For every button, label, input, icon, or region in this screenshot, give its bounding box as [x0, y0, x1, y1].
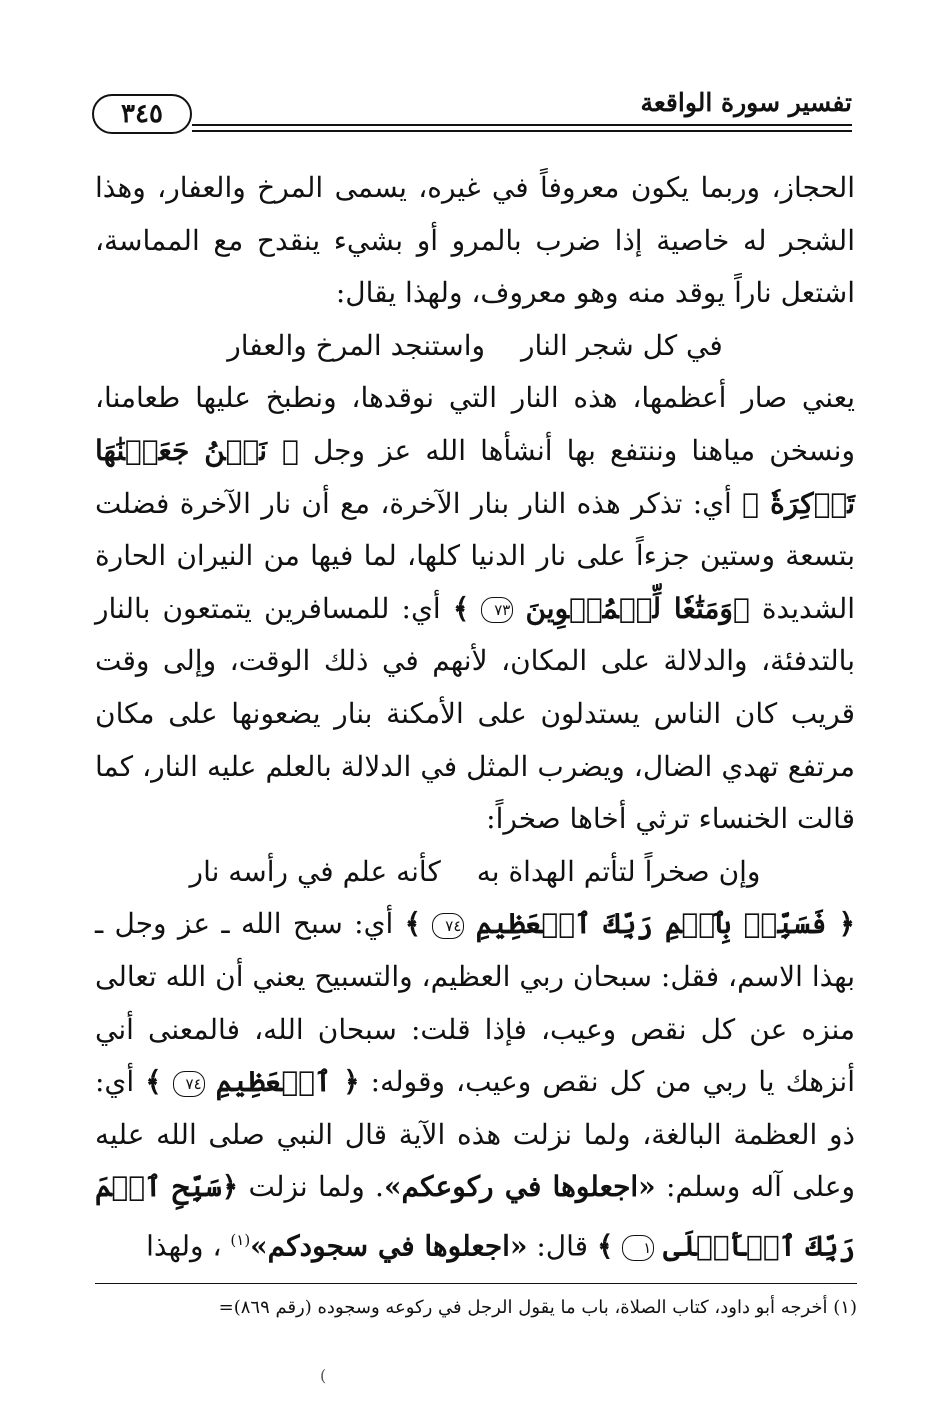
poetry-verse-2: [95, 846, 855, 899]
verse-hemistich-2: كأنه علم في رأسه نار: [189, 854, 441, 888]
hadith-quote: «اجعلوها في سجودكم»: [250, 1229, 528, 1263]
paragraph-1: [95, 162, 855, 320]
ayah-number-marker: ٧٤: [432, 913, 464, 939]
poetry-verse-1: [95, 320, 855, 373]
header-rule: [192, 124, 852, 126]
ayah-number-marker: ٧٣: [481, 597, 513, 623]
paragraph-text: أي: ذو العظمة البالغة، ولما نزلت هذه الآية قال النبي صلى الله عليه وعلى آله وسلم:: [95, 1065, 856, 1204]
paragraph-text: أي: للمسافرين يتمتعون بالنار بالتدفئة، والدلالة على المكان، لأنهم في ذلك الوقت، وإلى وقت قريب كان الناس يستدلون على الأمكنة بنار يضعونها على مكان مرتفع تهدي الضال، ويضرب المثل في الدلالة بالعلم عليه النار، كما قالت الخنساء ترثي أخاها صخراً:: [95, 591, 855, 836]
quran-quote: ﴿ فَسَبِّحۡ بِٱسۡمِ رَبِّكَ ٱلۡعَظِيمِ: [475, 907, 856, 941]
paragraph-3: [95, 898, 855, 1272]
verse-hemistich-1: وإن صخراً لتأتم الهداة به: [476, 854, 761, 888]
quran-quote: ﴿ نَحۡنُ جَعَلۡنَٰهَا تَذۡكِرَةٗ ﴾: [95, 433, 855, 520]
hadith-quote: «اجعلوها في ركوعكم»: [383, 1170, 656, 1204]
page-header: [92, 88, 852, 134]
ayah-number-marker: ١: [622, 1235, 654, 1261]
quran-bracket: ﴾: [145, 1065, 162, 1099]
main-text: [95, 162, 855, 1273]
quran-quote: ﴿سَبِّحِ ٱسۡمَ رَبِّكَ ٱلۡأَعۡلَى: [95, 1170, 855, 1263]
quran-bracket: ﴾: [596, 1229, 614, 1263]
paragraph-text: قال:: [536, 1229, 589, 1263]
verse-hemistich-1: في كل شجر النار: [521, 328, 723, 362]
paragraph-text: أي: تذكر هذه النار بنار الآخرة، مع أن نار الآخرة فضلت بتسعة وستين جزءاً على نار الدنيا كلها، لما فيها من النيران الحارة الشديدة: [95, 486, 856, 625]
paragraph-text: ، ولهذا: [146, 1229, 222, 1263]
footnote-reference: (١): [230, 1230, 251, 1249]
footnote: (١) أخرجه أبو داود، كتاب الصلاة، باب ما يقول الرجل في ركوعه وسجوده (رقم ٨٦٩)=: [218, 1297, 857, 1318]
header-rule-double: [192, 130, 852, 132]
quran-quote: ﴿ ٱلۡعَظِيمِ: [215, 1065, 360, 1099]
stray-mark: (: [320, 1366, 327, 1385]
footnote-divider: [95, 1283, 857, 1284]
verse-hemistich-2: واستنجد المرخ والعفار: [227, 328, 486, 362]
ayah-number-marker: ٧٤: [173, 1071, 205, 1097]
quran-bracket: ﴾: [452, 591, 470, 625]
page-number-badge: ٣٤٥: [92, 94, 192, 134]
paragraph-2: [95, 372, 855, 845]
paragraph-text: أي: سبح الله ـ عز وجل ـ بهذا الاسم، فقل: سبحان ربي العظيم، والتسبيح يعني أن الله تعالى منزه عن كل نقص وعيب، فإذا قلت: سبحان الله، فالمعنى أني أنزهك يا ربي من كل نقص وعيب، وقوله:: [95, 907, 855, 1099]
quran-bracket: ﴾: [404, 907, 422, 941]
paragraph-text: يعني صار أعظمها، هذه النار التي نوقدها، ونطبخ عليها طعامنا، ونسخن مياهنا وننتفع بها أنشأها الله عز وجل: [95, 381, 855, 467]
paragraph-text: الحجاز، وربما يكون معروفاً في غيره، يسمى المرخ والعفار، وهذا الشجر له خاصية إذا ضرب بالمرو أو بشيء ينقدح مع المماسة، اشتعل ناراً يوقد منه وهو معروف، ولهذا يقال:: [95, 171, 855, 310]
paragraph-text: . ولما نزلت: [248, 1170, 384, 1204]
chapter-title: تفسير سورة الواقعة: [640, 88, 852, 117]
quran-quote: ﴿وَمَتَٰعٗا لِّلۡمُقۡوِينَ: [525, 591, 750, 625]
